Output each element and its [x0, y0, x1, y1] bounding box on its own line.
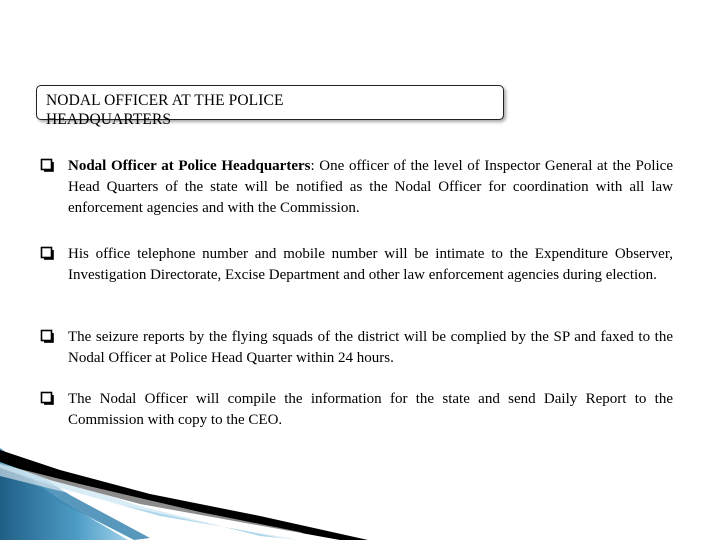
- bullet-item-1: [68, 156, 673, 219]
- bullet-text: : One officer of the level of Inspector General at the Police Head Quarters of the state will be notified as the Nodal Officer for coordination with all law enforcement agencies and with the Commission.: [68, 158, 673, 216]
- slide-title: NODAL OFFICER AT THE POLICE HEADQUARTERS: [46, 92, 284, 128]
- checkbox-bullet-icon: [40, 158, 54, 172]
- checkbox-bullet-icon: [40, 246, 54, 260]
- decorative-swoosh: [0, 440, 720, 540]
- bullet-text: The Nodal Officer will compile the information for the state and send Daily Report to the Commission with copy to the CEO.: [68, 391, 673, 428]
- bullet-text: His office telephone number and mobile number will be intimate to the Expenditure Observer, Investigation Directorate, Excise Department and other law enforcement agencies during election.: [68, 246, 673, 283]
- bullet-lead: Nodal Officer at Police Headquarters: [68, 158, 311, 174]
- bullet-item-2: [68, 244, 673, 286]
- bullet-item-3: [68, 327, 673, 369]
- bullet-text: The seizure reports by the flying squads of the district will be complied by the SP and faxed to the Nodal Officer at Police Head Quarter within 24 hours.: [68, 329, 673, 366]
- checkbox-bullet-icon: [40, 391, 54, 405]
- bullet-item-4: [68, 389, 673, 431]
- checkbox-bullet-icon: [40, 329, 54, 343]
